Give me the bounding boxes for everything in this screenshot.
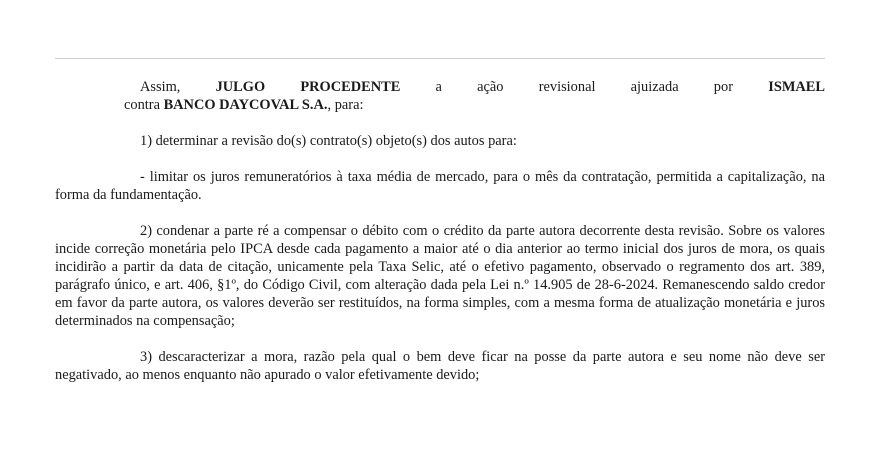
document-body (55, 78, 825, 384)
item-3: 3) descaracterizar a mora, razão pela qual o bem deve ficar na posse da parte autora e seu nome não deve ser negativado, ao menos enquanto não apurado o valor efetivamente devido; (55, 349, 825, 383)
page-top-divider (55, 58, 825, 59)
verdict-phrase: JULGO PROCEDENTE (215, 79, 401, 95)
intro-line2-prefix: contra (124, 97, 164, 113)
intro-line2-suffix: , para: (327, 97, 364, 113)
intro-prefix: Assim, (140, 79, 216, 95)
intro-paragraph (55, 78, 825, 114)
item-1: 1) determinar a revisão do(s) contrato(s) objeto(s) dos autos para: (140, 133, 517, 149)
plaintiff-name: ISMAEL (768, 79, 825, 95)
intro-line-1 (55, 78, 825, 96)
item-1-subitem: - limitar os juros remuneratórios à taxa média de mercado, para o mês da contratação, permitida a capitalização, na forma da fundamentação. (55, 169, 825, 203)
intro-middle: a ação revisional ajuizada por (400, 79, 769, 95)
defendant-name: BANCO DAYCOVAL S.A. (163, 97, 328, 113)
item-2: 2) condenar a parte ré a compensar o débito com o crédito da parte autora decorrente desta revisão. Sobre os valores incide correção monetária pelo IPCA desde cada pagamento a maior até o dia anterior ao termo inicial dos juros de mora, os quais incidirão a partir da data de citação, unicamente pela Taxa Selic, até o efetivo pagamento, observado o regramento dos art. 389, parágrafo único, e art. 406, §1º, do Código Civil, com alteração dada pela Lei n.º 14.905 de 28-6-2024. Remanescendo saldo credor em favor da parte autora, os valores deverão ser restituídos, na forma simples, com a mesma forma de atualização monetária e juros determinados na compensação; (55, 223, 825, 329)
intro-line-2 (55, 96, 825, 114)
